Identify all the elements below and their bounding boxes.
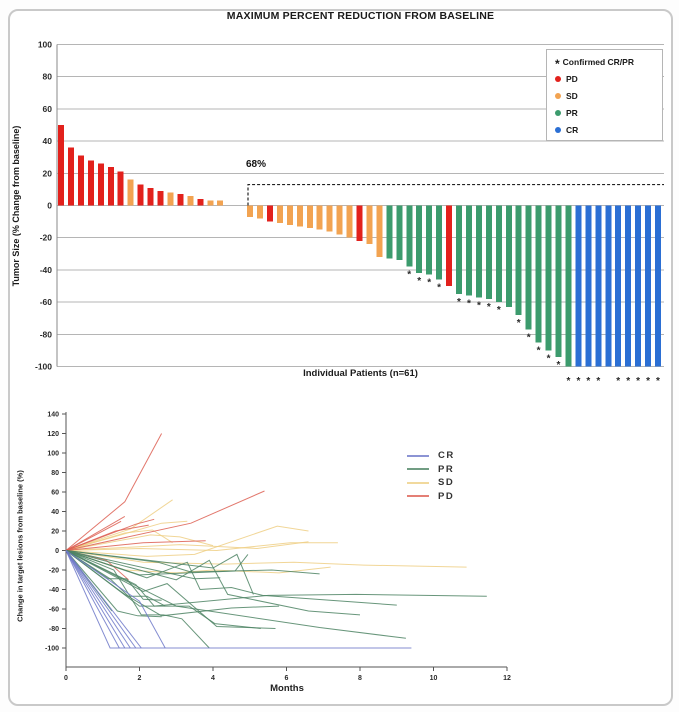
pr-color-dot-icon: [555, 110, 561, 116]
wf-bar-cr: [625, 206, 631, 367]
wf-bar-pr: [506, 206, 512, 307]
wf-bar-pr: [486, 206, 492, 299]
wf-bar-pr: [556, 206, 562, 357]
wf-bar-sd: [366, 206, 372, 245]
wf-bar-pr: [546, 206, 552, 351]
sp-x-tick-label: 4: [211, 675, 215, 682]
confirmed-asterisk: *: [646, 376, 651, 387]
wf-bar-sd: [207, 201, 213, 206]
wf-bar-sd: [297, 206, 303, 227]
wf-bar-pr: [565, 206, 571, 367]
confirmed-asterisk: *: [596, 376, 601, 387]
sp-y-tick-label: 120: [47, 431, 59, 438]
legend-row-pr: [555, 104, 662, 121]
waterfall-legend-box: [546, 49, 663, 141]
spider-legend-pd-label: PD: [438, 490, 455, 502]
confirmed-asterisk: *: [516, 317, 521, 329]
wf-bar-sd: [376, 206, 382, 258]
sp-y-tick-label: -40: [48, 587, 59, 594]
confirmed-asterisk: *: [636, 376, 641, 387]
wf-bar-pr: [406, 206, 412, 267]
wf-y-tick-label: -40: [39, 264, 52, 275]
confirmed-asterisk: *: [656, 376, 660, 387]
spider-legend-box: [407, 449, 455, 503]
confirmed-asterisk: *: [407, 269, 412, 281]
sp-y-tick-label: -100: [44, 645, 59, 653]
wf-bar-pr: [516, 206, 522, 315]
wf-bar-pr: [526, 206, 532, 330]
waterfall-68pct-annotation: 68%: [246, 159, 267, 170]
wf-y-tick-label: -60: [39, 297, 52, 308]
wf-bar-pd: [78, 156, 84, 206]
wf-bar-sd: [327, 206, 333, 232]
wf-bar-sd: [128, 180, 134, 206]
wf-bar-pr: [426, 206, 432, 275]
pd-line-swatch-icon: [407, 495, 429, 497]
spider-y-axis-label: Change in target lesions from baseline (%): [15, 470, 25, 622]
confirmed-asterisk: *: [437, 282, 442, 294]
wf-bar-pr: [386, 206, 392, 259]
sd-line-swatch-icon: [407, 482, 429, 484]
wf-bar-pd: [267, 206, 273, 222]
legend-row-cr: [555, 121, 662, 138]
legend-confirmed-label: Confirmed CR/PR: [562, 56, 634, 67]
confirmed-asterisk: *: [526, 332, 531, 344]
wf-y-tick-label: -80: [39, 329, 52, 340]
spider-legend-sd-label: SD: [438, 477, 455, 489]
wf-bar-pr: [436, 206, 442, 280]
wf-bar-sd: [347, 206, 353, 238]
sp-x-tick-label: 10: [429, 675, 438, 682]
wf-bar-pr: [416, 206, 422, 274]
wf-bar-pd: [177, 194, 183, 205]
legend-pr-label: PR: [566, 107, 578, 118]
sp-line-sd: [66, 500, 173, 551]
sp-y-tick-label: 140: [47, 411, 59, 419]
pd-color-dot-icon: [555, 76, 561, 82]
confirmed-asterisk: *: [546, 353, 551, 365]
wf-bar-cr: [635, 206, 641, 367]
cr-line-swatch-icon: [407, 455, 429, 457]
spider-legend-row-cr: [407, 449, 455, 463]
wf-bar-sd: [277, 206, 283, 224]
wf-bar-pd: [108, 167, 114, 206]
confirmed-asterisk: *: [616, 376, 621, 387]
confirmed-asterisk: *: [417, 276, 422, 288]
wf-bar-pr: [456, 206, 462, 295]
wf-bar-pr: [496, 206, 502, 303]
legend-row-confirmed: [555, 53, 662, 70]
legend-row-pd: [555, 70, 662, 87]
confirmed-asterisk: *: [586, 376, 591, 387]
confirmed-asterisk: *: [486, 301, 491, 313]
wf-bar-pr: [536, 206, 542, 343]
spider-legend-row-pd: [407, 490, 455, 504]
wf-bar-pd: [357, 206, 363, 241]
wf-bar-cr: [645, 206, 651, 367]
wf-bar-sd: [317, 206, 323, 230]
sp-y-tick-label: -80: [48, 626, 59, 633]
confirmed-asterisk: *: [556, 359, 561, 371]
wf-bar-sd: [307, 206, 313, 229]
wf-bar-pd: [148, 188, 154, 206]
confirmed-asterisk: *: [496, 305, 501, 317]
wf-bar-cr: [615, 206, 621, 367]
wf-bar-pd: [138, 185, 144, 206]
waterfall-y-axis-label: Tumor Size (% Change from baseline): [11, 125, 21, 287]
wf-bar-cr: [575, 206, 581, 367]
wf-bar-pr: [396, 206, 402, 261]
wf-bar-cr: [655, 206, 661, 367]
sp-y-tick-label: 80: [51, 470, 59, 477]
sp-x-tick-label: 6: [284, 675, 289, 682]
wf-y-tick-label: 40: [42, 136, 52, 147]
cr-color-dot-icon: [555, 127, 561, 133]
wf-y-tick-label: 80: [42, 71, 52, 82]
wf-bar-cr: [595, 206, 601, 367]
legend-cr-label: CR: [566, 124, 579, 135]
spider-x-axis-label: Months: [270, 683, 304, 694]
wf-bar-sd: [217, 201, 223, 206]
sd-color-dot-icon: [555, 93, 561, 99]
wf-y-tick-label: 60: [42, 103, 52, 114]
legend-sd-label: SD: [566, 90, 578, 101]
confirmed-asterisk: *: [576, 376, 581, 387]
sp-line-pr: [66, 551, 397, 606]
wf-bar-sd: [187, 196, 193, 206]
confirmed-asterisk: *: [457, 297, 461, 309]
sp-y-tick-label: 0: [55, 548, 59, 555]
sp-x-tick-label: 12: [503, 675, 511, 682]
spider-legend-cr-label: CR: [438, 450, 455, 462]
wf-dashed-bracket: [248, 185, 664, 206]
confirmed-asterisk: *: [566, 376, 571, 387]
confirmed-asterisk: *: [427, 277, 432, 289]
sp-x-tick-label: 2: [137, 675, 142, 682]
sp-y-tick-label: 20: [51, 528, 59, 536]
wf-y-tick-label: -100: [34, 361, 52, 372]
wf-bar-sd: [337, 206, 343, 235]
wf-bar-pd: [68, 148, 74, 206]
wf-bar-pd: [197, 199, 203, 205]
confirmed-asterisk: *: [476, 300, 481, 312]
wf-y-tick-label: 100: [37, 39, 52, 50]
sp-x-tick-label: 8: [358, 675, 362, 682]
wf-bar-sd: [257, 206, 263, 219]
sp-y-tick-label: 100: [47, 450, 59, 458]
waterfall-x-axis-label: Individual Patients (n=61): [303, 368, 418, 379]
pr-line-swatch-icon: [407, 468, 429, 470]
wf-bar-pd: [446, 206, 452, 287]
wf-y-tick-label: -20: [39, 232, 52, 243]
wf-bar-pr: [476, 206, 482, 298]
wf-y-tick-label: 0: [47, 200, 52, 211]
wf-bar-pr: [466, 206, 472, 296]
spider-legend-pr-label: PR: [438, 463, 455, 475]
confirmed-asterisk: *: [536, 345, 541, 357]
wf-y-tick-label: 20: [42, 168, 52, 179]
sp-y-tick-label: 60: [51, 489, 59, 497]
wf-bar-pd: [88, 160, 94, 205]
confirmed-asterisk-icon: *: [555, 57, 560, 71]
wf-bar-sd: [167, 193, 173, 206]
sp-y-tick-label: -60: [48, 606, 59, 614]
wf-bar-pd: [158, 191, 164, 205]
spider-legend-row-pr: [407, 463, 455, 477]
confirmed-asterisk: *: [466, 298, 471, 310]
sp-y-tick-label: 40: [51, 509, 59, 516]
legend-pd-label: PD: [566, 73, 578, 84]
legend-row-sd: [555, 87, 662, 104]
waterfall-title: MAXIMUM PERCENT REDUCTION FROM BASELINE: [226, 10, 495, 22]
sp-x-tick-label: 0: [64, 675, 68, 682]
wf-bar-cr: [605, 206, 611, 367]
wf-bar-sd: [287, 206, 293, 225]
wf-bar-sd: [247, 206, 253, 217]
confirmed-asterisk: *: [626, 376, 631, 387]
wf-bar-pd: [98, 164, 104, 206]
sp-line-sd: [66, 551, 467, 568]
wf-bar-cr: [585, 206, 591, 367]
wf-bar-pd: [58, 125, 64, 206]
wf-bar-pd: [118, 172, 124, 206]
sp-y-tick-label: -20: [48, 567, 59, 575]
spider-legend-row-sd: [407, 476, 455, 490]
